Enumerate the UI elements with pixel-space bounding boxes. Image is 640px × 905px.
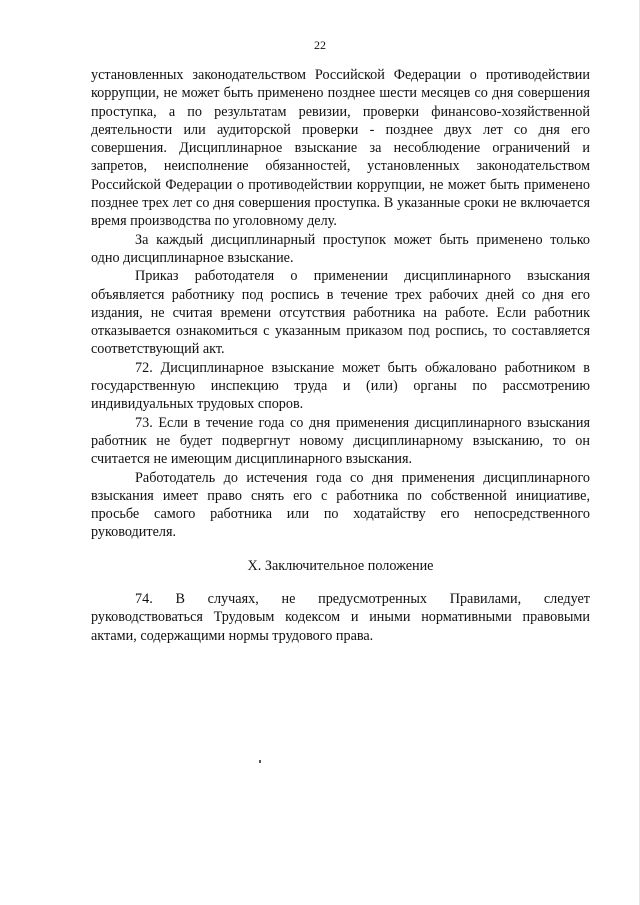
document-body	[91, 66, 590, 645]
scan-speck	[259, 760, 261, 763]
paragraph-73-expiry: 73. Если в течение года со дня применения дисциплинарного взыскания работник не будет подвергнут новому дисциплинарному взысканию, то он считается не имеющим дисциплинарного взыскания.	[91, 414, 590, 468]
paragraph-72-appeal: 72. Дисциплинарное взыскание может быть обжаловано работником в государственную инспекцию труда и (или) органы по рассмотрению индивидуальных трудовых споров.	[91, 359, 590, 413]
section-heading: X. Заключительное положение	[247, 557, 434, 574]
page-number: 22	[314, 38, 326, 52]
paragraph-early-removal: Работодатель до истечения года со дня применения дисциплинарного взыскания имеет право снять его с работника по собственной инициативе, просьбе самого работника или по ходатайству его непосредственного руководителя.	[91, 469, 590, 541]
paragraph-order-announcement: Приказ работодателя о применении дисциплинарного взыскания объявляется работнику под роспись в течение трех рабочих дней со дня его издания, не считая времени отсутствия работника на работе. Если работник отказывается ознакомиться с указанным приказом под роспись, то составляется соответствующий акт.	[91, 268, 590, 358]
paragraph-one-penalty: За каждый дисциплинарный проступок может быть применено только одно дисциплинарное взыскание.	[91, 231, 590, 266]
paragraph-74-final: 74. В случаях, не предусмотренных Правилами, следует руководствоваться Трудовым кодексом и иными нормативными правовыми актами, содержащими нормы трудового права.	[91, 591, 590, 644]
paragraph-disciplinary-terms: установленных законодательством Российской Федерации о противодействии коррупции, не может быть применено позднее шести месяцев со дня совершения проступка, а по результатам ревизии, проверки финансово-хозяйственной деятельности или аудиторской проверки - позднее двух лет со дня его совершения. Дисциплинарное взыскание за несоблюдение ограничений и запретов, неисполнение обязанностей, установленных законодательством Российской Федерации о противодействии коррупции, не может быть применено позднее трех лет со дня совершения проступка. В указанные сроки не включается время производства по уголовному делу.	[91, 67, 590, 230]
